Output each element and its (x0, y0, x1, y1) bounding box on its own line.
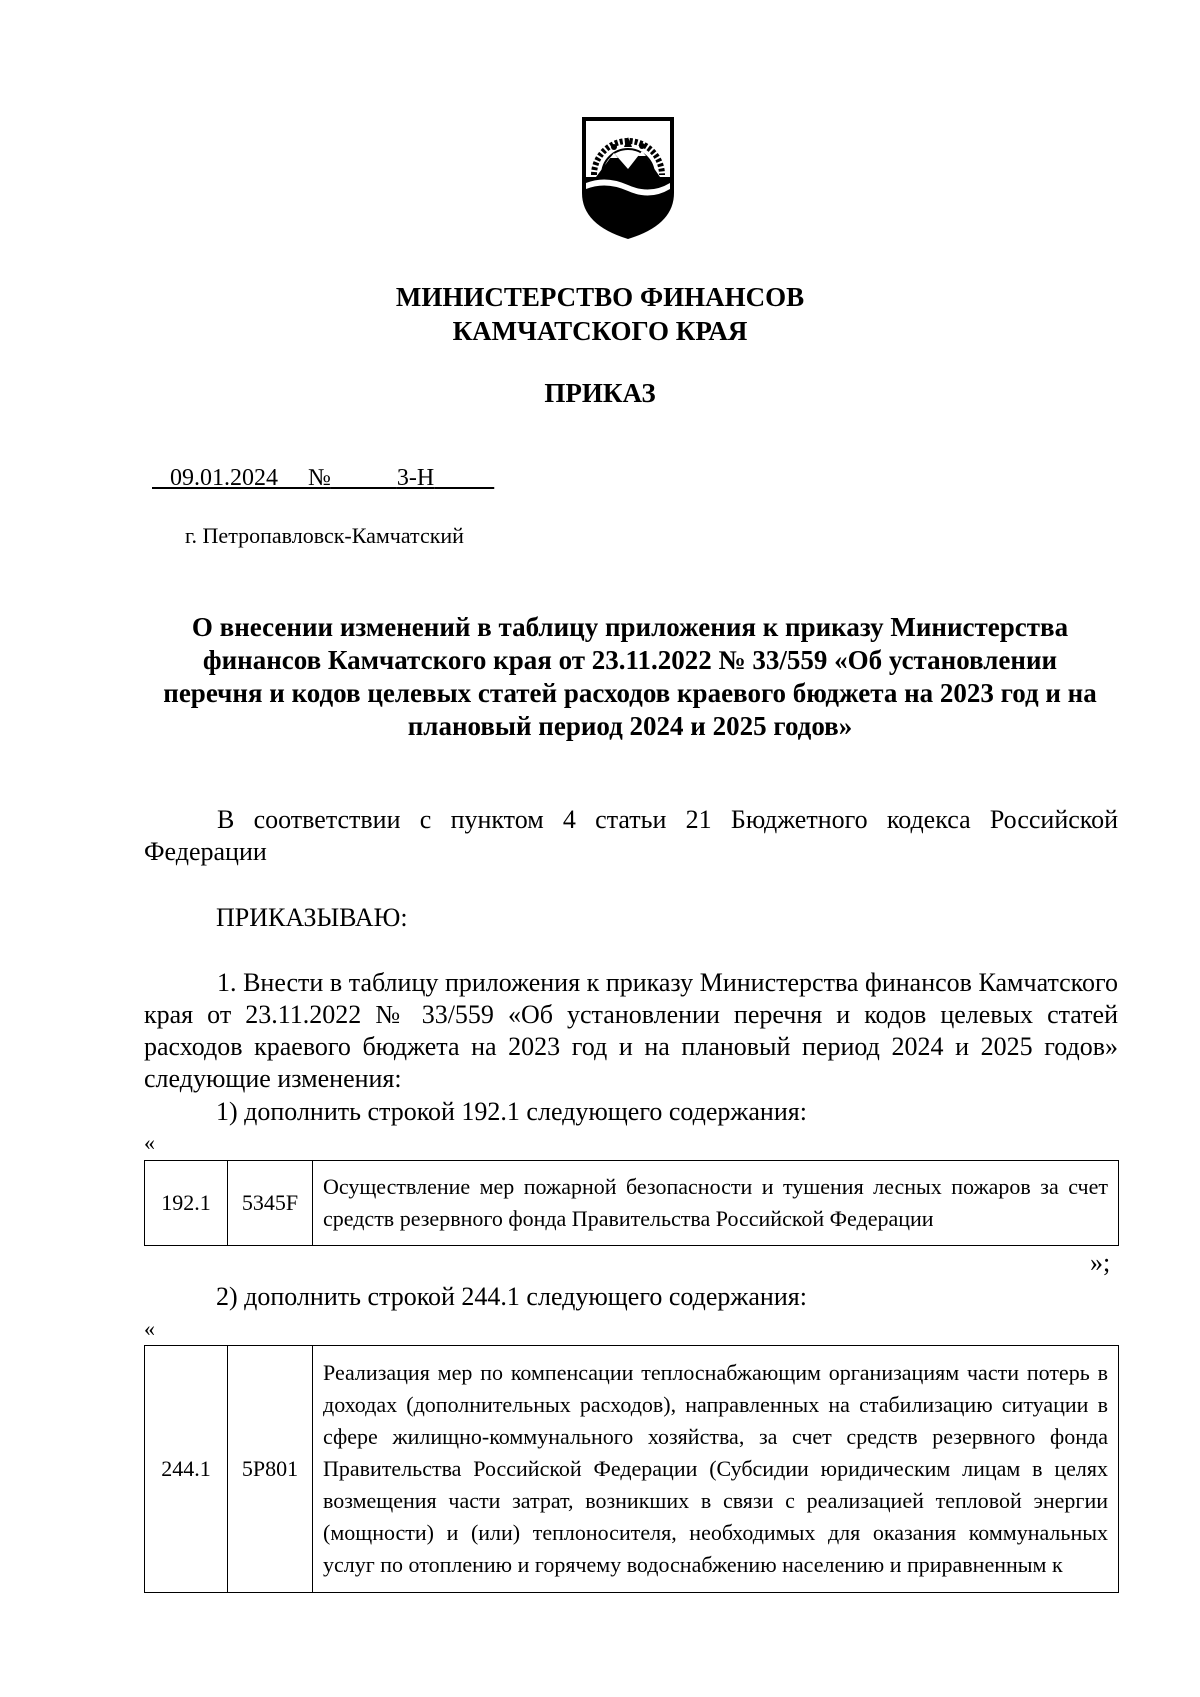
document-title: О внесении изменений в таблицу приложения к приказу Министерства финансов Камчатского края от 23.11.2022 № 33/559 «Об установлении перечня и кодов целевых статей расходов краевого бюджета на 2023 год и на плановый период 2024 и 2025 годов» (163, 612, 1097, 741)
row-code: 5Р801 (228, 1346, 313, 1593)
table-row (145, 1346, 1119, 1593)
number-sign: № (308, 465, 331, 491)
ministry-name (0, 280, 1200, 348)
row-description: Осуществление мер пожарной безопасности и тушения лесных пожаров за счет средств резервного фонда Правительства Российской Федерации (313, 1161, 1119, 1246)
insert-table-2 (144, 1345, 1119, 1593)
ministry-line-2: КАМЧАТСКОГО КРАЯ (452, 316, 748, 346)
preamble-paragraph: В соответствии с пунктом 4 статьи 21 Бюджетного кодекса Российской Федерации (144, 805, 1118, 866)
kamchatka-coat-of-arms-icon (576, 113, 680, 243)
table-row (145, 1161, 1119, 1246)
quote-open-2: « (144, 1316, 155, 1341)
order-date: 09.01.2024 (170, 465, 278, 491)
city-line: г. Петропавловск-Камчатский (185, 523, 464, 548)
row-description: Реализация мер по компенсации теплоснабжающим организациям части потерь в доходах (дополнительных расходов), направленных на стабилизацию ситуации в сфере жилищно-коммунального хозяйства, за счет средств резервного фонда Правительства Российской Федерации (Субсидии юридическим лицам в целях возмещения части затрат, возникших в связи с реализацией тепловой энергии (мощности) и (или) теплоносителя, необходимых для оказания коммунальных услуг по отоплению и горячему водоснабжению населению и приравненным к (313, 1346, 1119, 1593)
subitem-1: 1) дополнить строкой 192.1 следующего содержания: (216, 1097, 807, 1126)
item-1-paragraph: 1. Внести в таблицу приложения к приказу Министерства финансов Камчатского края от 23.11.2022 № 33/559 «Об установлении перечня и кодов целевых статей расходов краевого бюджета на 2023 год и на плановый период 2024 и 2025 годов» следующие изменения: (144, 968, 1118, 1093)
row-number: 192.1 (145, 1161, 228, 1246)
doc-type-heading: ПРИКАЗ (544, 378, 656, 408)
row-code: 5345F (228, 1161, 313, 1246)
insert-table-1 (144, 1160, 1119, 1246)
quote-close-1: »; (1090, 1248, 1111, 1277)
quote-open-1: « (144, 1130, 155, 1155)
row-number: 244.1 (145, 1346, 228, 1593)
order-word: ПРИКАЗЫВАЮ: (216, 903, 408, 932)
order-number: 3-Н (396, 465, 435, 491)
subitem-2: 2) дополнить строкой 244.1 следующего содержания: (216, 1282, 807, 1311)
date-number-line (152, 465, 494, 492)
ministry-line-1: МИНИСТЕРСТВО ФИНАНСОВ (395, 282, 805, 312)
